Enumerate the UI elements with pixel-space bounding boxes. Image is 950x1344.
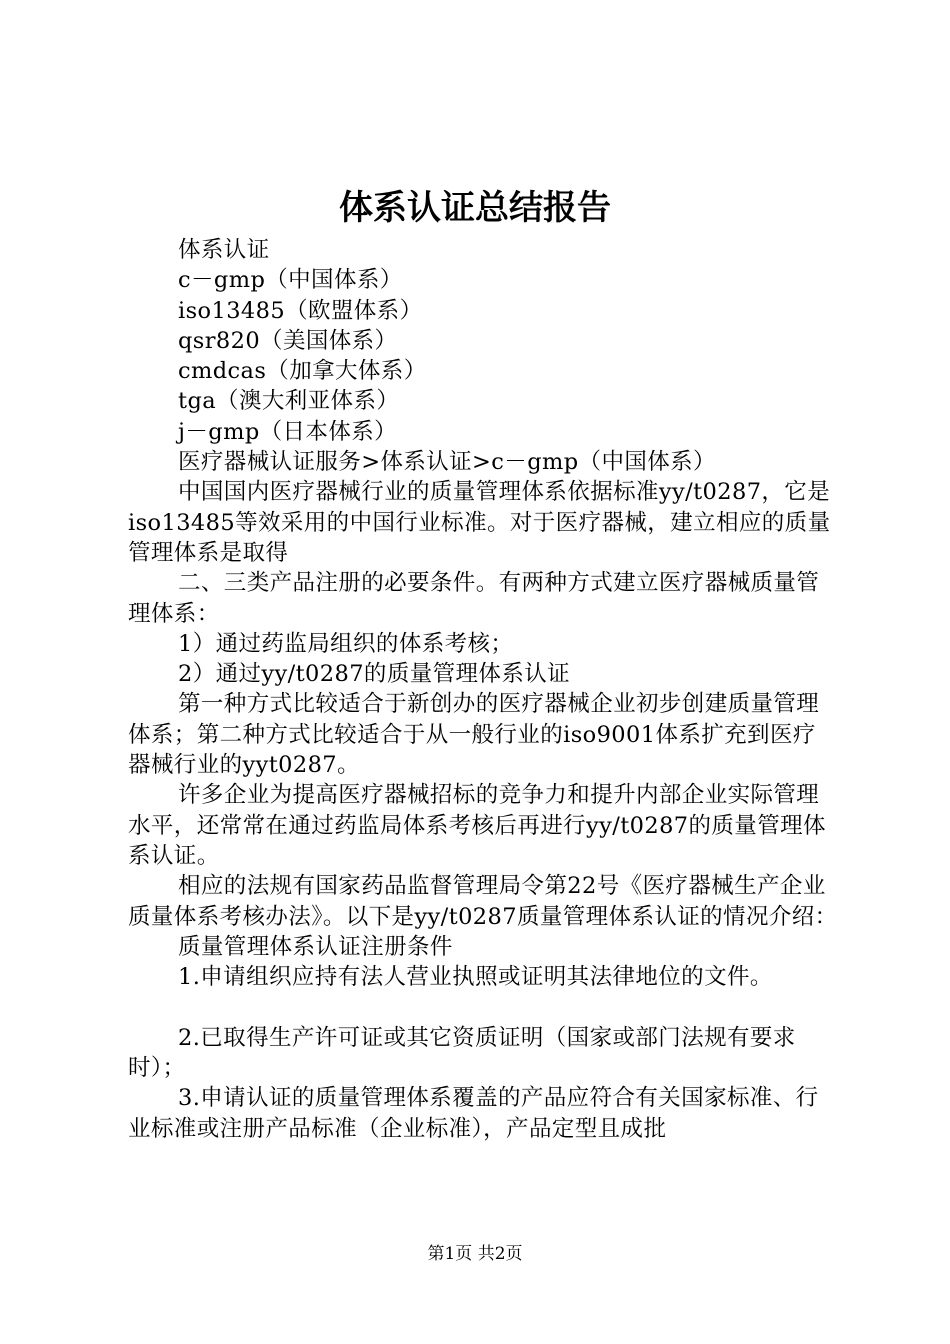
paragraph: 二、三类产品注册的必要条件。有两种方式建立医疗器械质量管理体系：	[128, 570, 820, 627]
list-item: 3.申请认证的质量管理体系覆盖的产品应符合有关国家标准、行业标准或注册产品标准（企业标准），产品定型且成批	[128, 1085, 819, 1142]
list-item-iso13485: iso13485（欧盟体系）	[178, 297, 423, 324]
section-heading: 质量管理体系认证注册条件	[178, 933, 453, 960]
breadcrumb-text: 医疗器械认证服务>体系认证>c－gmp（中国体系）	[178, 449, 716, 476]
document-body	[128, 235, 838, 1144]
list-item-tga: tga（澳大利亚体系）	[178, 388, 400, 415]
list-item: 1.申请组织应持有法人营业执照或证明其法律地位的文件。	[178, 964, 773, 991]
list-item-qsr820: qsr820（美国体系）	[178, 327, 398, 354]
list-item-jgmp: j－gmp（日本体系）	[178, 418, 398, 445]
paragraph: 相应的法规有国家药品监督管理局令第22号《医疗器械生产企业质量体系考核办法》。以下是yy/t0287质量管理体系认证的情况介绍：	[128, 873, 838, 930]
blank-line	[128, 992, 838, 1022]
document-title: 体系认证总结报告	[339, 188, 611, 228]
paragraph: 许多企业为提高医疗器械招标的竞争力和提升内部企业实际管理水平，还常常在通过药监局体系考核后再进行yy/t0287的质量管理体系认证。	[128, 782, 826, 869]
list-item: 2）通过yy/t0287的质量管理体系认证	[178, 661, 571, 688]
list-item: 2.已取得生产许可证或其它资质证明（国家或部门法规有要求时）；	[128, 1024, 796, 1082]
paragraph: 第一种方式比较适合于新创办的医疗器械企业初步创建质量管理体系；第二种方式比较适合于从一般行业的iso9001体系扩充到医疗器械行业的yyt0287。	[128, 691, 820, 779]
paragraph: 中国国内医疗器械行业的质量管理体系依据标准yy/t0287，它是iso13485等效采用的中国行业标准。对于医疗器械，建立相应的质量管理体系是取得	[128, 479, 831, 566]
page-footer: 第1页 共2页	[427, 1244, 523, 1264]
list-item-cgmp: c－gmp（中国体系）	[178, 267, 403, 294]
paragraph-heading-system-cert: 体系认证	[178, 237, 270, 263]
list-item-cmdcas: cmdcas（加拿大体系）	[178, 358, 427, 385]
list-item: 1）通过药监局组织的体系考核；	[178, 630, 514, 657]
